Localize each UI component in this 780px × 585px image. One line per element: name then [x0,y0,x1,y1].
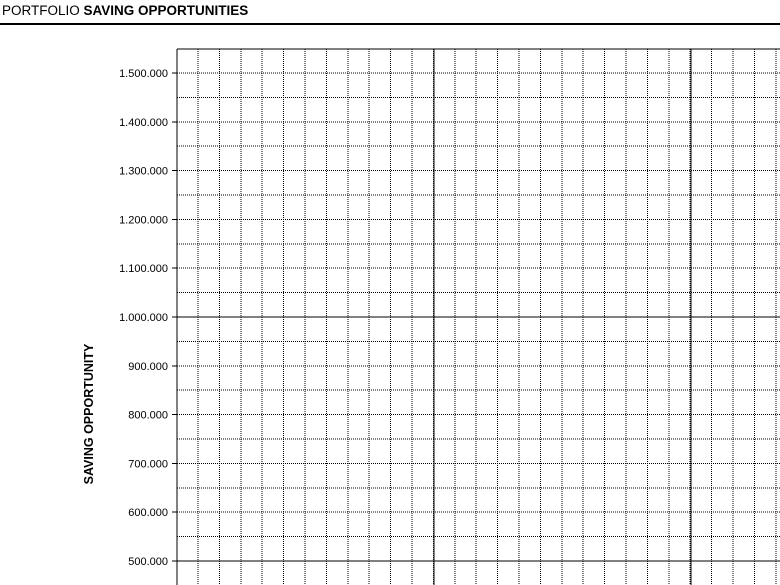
y-tick-label: 700.000 [128,458,168,471]
y-tick-label: 1.200.000 [119,214,168,227]
y-axis-ticks [119,68,177,568]
y-tick-label: 800.000 [128,409,168,422]
title-prefix: PORTFOLIO [2,3,80,18]
major-grid [177,49,780,585]
y-tick-label: 500.000 [128,556,168,568]
y-axis-label: SAVING OPPORTUNITY [82,343,96,485]
title-emphasis: SAVING OPPORTUNITIES [83,3,249,18]
y-tick-label: 1.300.000 [119,165,168,178]
y-tick-label: 900.000 [128,360,168,373]
y-tick-label: 1.500.000 [119,68,168,80]
y-tick-label: 600.000 [128,507,168,520]
y-tick-label: 1.100.000 [119,263,168,276]
y-tick-label: 1.000.000 [119,312,168,324]
y-tick-label: 1.400.000 [119,116,168,129]
